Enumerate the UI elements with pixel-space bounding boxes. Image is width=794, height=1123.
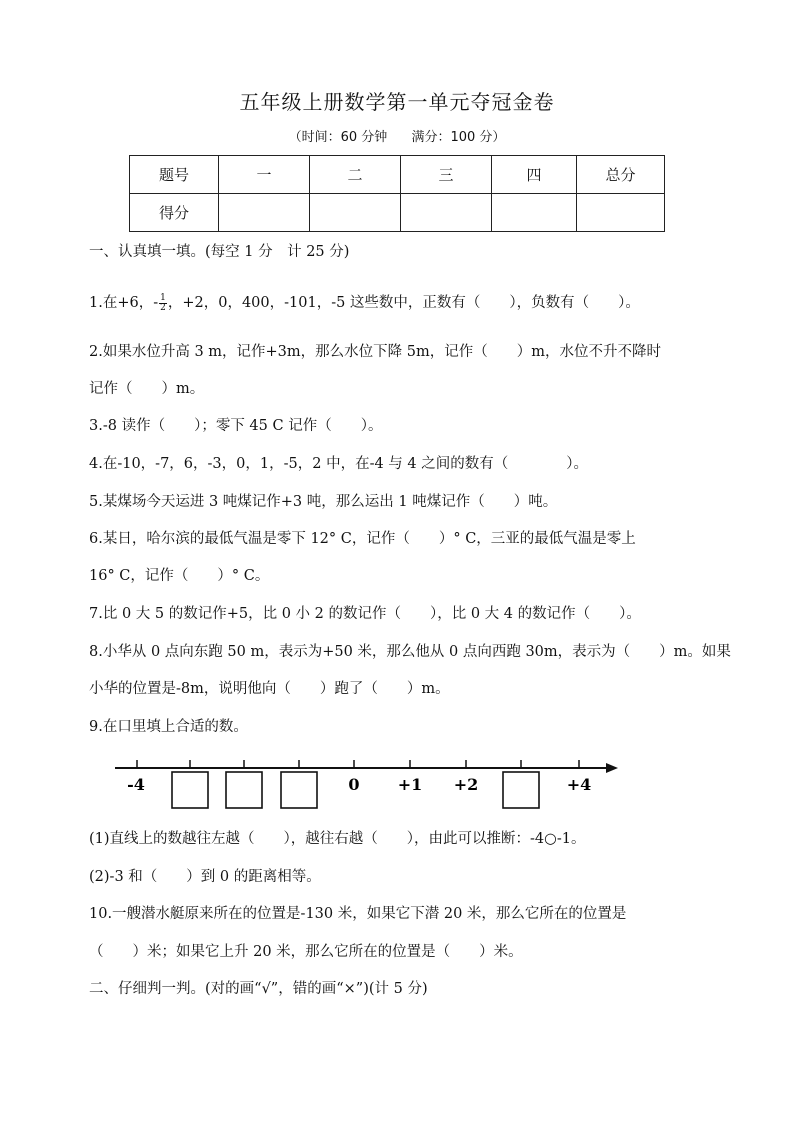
header-cell: 题号 bbox=[130, 156, 219, 194]
page-subtitle bbox=[0, 126, 794, 145]
question-8-line-1: 8.小华从 0 点向东跑 50 m，表示为+50 米，那么他从 0 点向西跑 30m，表示为（ ）m。如果 bbox=[89, 644, 731, 660]
answer-box[interactable] bbox=[172, 772, 208, 808]
question-7: 7.比 0 大 5 的数记作+5，比 0 小 2 的数记作（ ），比 0 大 4 的数记作（ ）。 bbox=[89, 606, 641, 622]
arrow-right-icon bbox=[606, 763, 618, 773]
question-9-sub-2: (2)-3 和（ ）到 0 的距离相等。 bbox=[89, 869, 321, 885]
fraction bbox=[159, 294, 167, 313]
score-table-header-row bbox=[130, 156, 665, 194]
page-title: 五年级上册数学第一单元夺冠金卷 bbox=[239, 90, 555, 114]
answer-box[interactable] bbox=[226, 772, 262, 808]
fraction-numerator: 1 bbox=[160, 292, 166, 303]
answer-box[interactable] bbox=[281, 772, 317, 808]
answer-box[interactable] bbox=[503, 772, 539, 808]
time-limit: （时间：60 分钟 bbox=[288, 130, 388, 145]
question-9-sub-1: (1)直线上的数越往左越（ ），越往右越（ ），由此可以推断：-4○-1。 bbox=[89, 831, 586, 847]
question-2-line-2: 记作（ ）m。 bbox=[89, 381, 205, 397]
question-1 bbox=[89, 291, 640, 313]
tick-label: -4 bbox=[127, 775, 145, 794]
section1-heading: 一、认真填一填。(每空 1 分 计 25 分) bbox=[89, 244, 350, 260]
question-10-line-2: （ ）米；如果它上升 20 米，那么它所在的位置是（ ）米。 bbox=[89, 944, 523, 960]
number-line bbox=[110, 752, 625, 814]
question-10-line-1: 10.一艘潜水艇原来所在的位置是-130 米，如果它下潜 20 米，那么它所在的位置是 bbox=[89, 906, 627, 922]
tick-label: +2 bbox=[453, 775, 479, 794]
question-8-line-2: 小华的位置是-8m，说明他向（ ）跑了（ ）m。 bbox=[89, 681, 450, 697]
question-5: 5.某煤场今天运进 3 吨煤记作+3 吨，那么运出 1 吨煤记作（ ）吨。 bbox=[89, 494, 558, 510]
header-cell: 四 bbox=[492, 156, 577, 194]
question-9: 9.在口里填上合适的数。 bbox=[89, 719, 248, 735]
score-cell[interactable] bbox=[401, 194, 492, 232]
score-cell[interactable] bbox=[577, 194, 665, 232]
tick-label: +4 bbox=[566, 775, 592, 794]
score-table-score-row bbox=[130, 194, 665, 232]
section2-heading: 二、仔细判一判。(对的画“√”，错的画“×”)(计 5 分) bbox=[89, 981, 428, 997]
question-6-line-2: 16° C，记作（ ）° C。 bbox=[89, 568, 270, 584]
header-cell: 一 bbox=[219, 156, 310, 194]
q1-text-pre: 1.在+6，- bbox=[89, 295, 159, 311]
score-cell[interactable] bbox=[219, 194, 310, 232]
header-cell: 总分 bbox=[577, 156, 665, 194]
q1-text-post: ，+2，0，400，-101，-5 这些数中，正数有（ ），负数有（ ）。 bbox=[167, 295, 640, 311]
score-cell[interactable] bbox=[492, 194, 577, 232]
question-6-line-1: 6.某日，哈尔滨的最低气温是零下 12° C，记作（ ）° C，三亚的最低气温是零上 bbox=[89, 531, 636, 547]
question-4: 4.在-10，-7，6，-3，0，1，-5，2 中，在-4 与 4 之间的数有（ ）。 bbox=[89, 456, 588, 472]
score-table bbox=[129, 155, 665, 232]
fraction-denominator: 2 bbox=[160, 302, 166, 313]
tick-label: 0 bbox=[348, 775, 360, 794]
header-cell: 三 bbox=[401, 156, 492, 194]
score-row-label: 得分 bbox=[130, 194, 219, 232]
question-3: 3.-8 读作（ ）；零下 45 C 记作（ ）。 bbox=[89, 418, 383, 434]
question-2-line-1: 2.如果水位升高 3 m，记作+3m，那么水位下降 5m，记作（ ）m，水位不升不降时 bbox=[89, 344, 661, 360]
tick-label: +1 bbox=[397, 775, 423, 794]
score-cell[interactable] bbox=[310, 194, 401, 232]
header-cell: 二 bbox=[310, 156, 401, 194]
full-score: 满分：100 分） bbox=[411, 130, 506, 145]
